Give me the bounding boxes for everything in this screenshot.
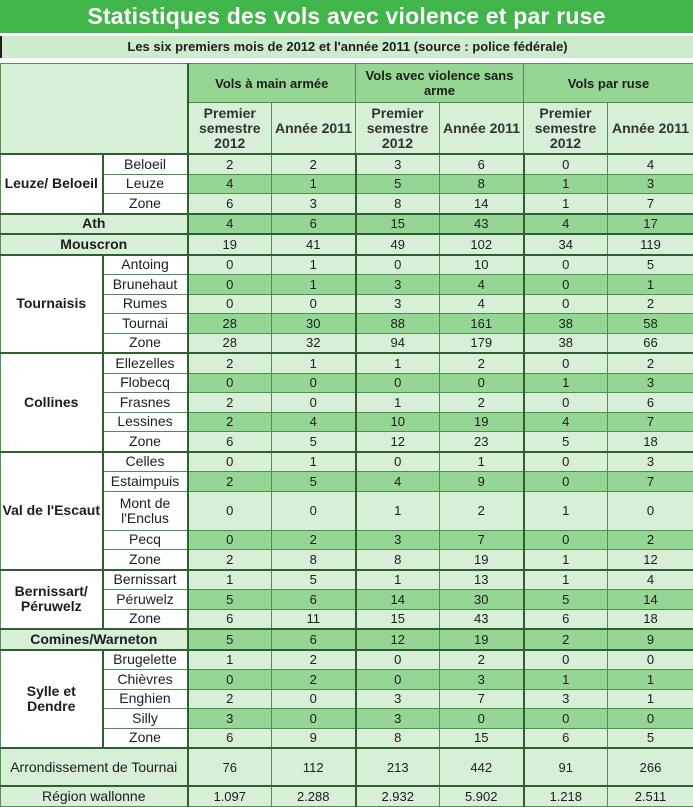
value-cell: 2.932 bbox=[356, 786, 440, 806]
table-row bbox=[1, 294, 693, 314]
value-cell: 5 bbox=[356, 174, 440, 194]
value-cell: 4 bbox=[440, 275, 524, 295]
table-row bbox=[1, 609, 693, 629]
value-cell: 2 bbox=[188, 412, 272, 432]
value-cell: 2 bbox=[608, 294, 693, 314]
value-cell: 5 bbox=[188, 629, 272, 650]
table-row bbox=[1, 550, 693, 570]
value-cell: 30 bbox=[440, 590, 524, 610]
commune-label: Bernissart bbox=[103, 570, 188, 590]
zone-label: Mouscron bbox=[1, 234, 188, 255]
column-subheader: Année 2011 bbox=[440, 103, 524, 155]
commune-label: Celles bbox=[103, 452, 188, 472]
value-cell: 32 bbox=[272, 333, 356, 353]
value-cell: 12 bbox=[356, 629, 440, 650]
value-cell: 8 bbox=[272, 550, 356, 570]
value-cell: 442 bbox=[440, 748, 524, 786]
value-cell: 0 bbox=[524, 255, 608, 275]
value-cell: 1 bbox=[272, 275, 356, 295]
value-cell: 1 bbox=[440, 452, 524, 472]
value-cell: 0 bbox=[188, 294, 272, 314]
value-cell: 91 bbox=[524, 748, 608, 786]
table-row bbox=[1, 491, 693, 530]
value-cell: 9 bbox=[272, 728, 356, 748]
value-cell: 1 bbox=[272, 174, 356, 194]
value-cell: 0 bbox=[272, 294, 356, 314]
value-cell: 6 bbox=[272, 590, 356, 610]
commune-label: Zone bbox=[103, 432, 188, 452]
value-cell: 1.097 bbox=[188, 786, 272, 806]
value-cell: 15 bbox=[356, 609, 440, 629]
value-cell: 28 bbox=[188, 333, 272, 353]
value-cell: 10 bbox=[440, 255, 524, 275]
value-cell: 94 bbox=[356, 333, 440, 353]
zone-label: Comines/Warneton bbox=[1, 629, 188, 650]
value-cell: 0 bbox=[524, 530, 608, 550]
value-cell: 2 bbox=[188, 154, 272, 174]
value-cell: 1 bbox=[356, 491, 440, 530]
value-cell: 0 bbox=[524, 452, 608, 472]
value-cell: 2 bbox=[608, 353, 693, 373]
value-cell: 2 bbox=[440, 650, 524, 670]
table-row bbox=[1, 174, 693, 194]
value-cell: 0 bbox=[440, 373, 524, 393]
value-cell: 3 bbox=[440, 670, 524, 690]
value-cell: 0 bbox=[188, 275, 272, 295]
value-cell: 2.511 bbox=[608, 786, 693, 806]
value-cell: 3 bbox=[608, 373, 693, 393]
value-cell: 0 bbox=[356, 255, 440, 275]
value-cell: 1 bbox=[272, 353, 356, 373]
value-cell: 4 bbox=[524, 214, 608, 235]
commune-label: Flobecq bbox=[103, 373, 188, 393]
value-cell: 8 bbox=[356, 194, 440, 214]
commune-label: Leuze bbox=[103, 174, 188, 194]
commune-label: Zone bbox=[103, 609, 188, 629]
value-cell: 19 bbox=[188, 234, 272, 255]
table-row bbox=[1, 629, 693, 650]
value-cell: 1 bbox=[356, 353, 440, 373]
value-cell: 7 bbox=[608, 194, 693, 214]
commune-label: Brugelette bbox=[103, 650, 188, 670]
value-cell: 2 bbox=[272, 670, 356, 690]
value-cell: 266 bbox=[608, 748, 693, 786]
value-cell: 1 bbox=[524, 491, 608, 530]
value-cell: 3 bbox=[188, 709, 272, 729]
table-row bbox=[1, 689, 693, 709]
table-row bbox=[1, 709, 693, 729]
value-cell: 0 bbox=[524, 275, 608, 295]
value-cell: 161 bbox=[440, 314, 524, 334]
value-cell: 0 bbox=[524, 472, 608, 492]
value-cell: 102 bbox=[440, 234, 524, 255]
value-cell: 6 bbox=[188, 432, 272, 452]
value-cell: 43 bbox=[440, 214, 524, 235]
value-cell: 2 bbox=[188, 550, 272, 570]
value-cell: 14 bbox=[608, 590, 693, 610]
table-row bbox=[1, 748, 693, 786]
value-cell: 0 bbox=[188, 452, 272, 472]
table-row bbox=[1, 353, 693, 373]
value-cell: 2 bbox=[272, 650, 356, 670]
zone-label: Val de l'Escaut bbox=[1, 452, 103, 570]
value-cell: 6 bbox=[188, 194, 272, 214]
value-cell: 5.902 bbox=[440, 786, 524, 806]
value-cell: 3 bbox=[524, 689, 608, 709]
value-cell: 119 bbox=[608, 234, 693, 255]
commune-label: Ellezelles bbox=[103, 353, 188, 373]
table-row bbox=[1, 530, 693, 550]
value-cell: 1 bbox=[524, 194, 608, 214]
column-subheader: Année 2011 bbox=[608, 103, 693, 155]
table-row bbox=[1, 650, 693, 670]
value-cell: 2 bbox=[188, 472, 272, 492]
value-cell: 3 bbox=[356, 294, 440, 314]
value-cell: 0 bbox=[272, 491, 356, 530]
value-cell: 0 bbox=[524, 650, 608, 670]
value-cell: 1 bbox=[356, 570, 440, 590]
value-cell: 8 bbox=[356, 550, 440, 570]
table-row bbox=[1, 314, 693, 334]
statistics-table bbox=[0, 63, 693, 807]
value-cell: 213 bbox=[356, 748, 440, 786]
value-cell: 58 bbox=[608, 314, 693, 334]
value-cell: 0 bbox=[272, 709, 356, 729]
table-body bbox=[1, 154, 693, 806]
value-cell: 2 bbox=[188, 353, 272, 373]
value-cell: 0 bbox=[272, 689, 356, 709]
value-cell: 6 bbox=[440, 154, 524, 174]
value-cell: 12 bbox=[608, 550, 693, 570]
value-cell: 2.288 bbox=[272, 786, 356, 806]
table-row bbox=[1, 670, 693, 690]
value-cell: 8 bbox=[356, 728, 440, 748]
value-cell: 0 bbox=[608, 650, 693, 670]
value-cell: 6 bbox=[524, 728, 608, 748]
value-cell: 4 bbox=[188, 174, 272, 194]
value-cell: 0 bbox=[356, 373, 440, 393]
value-cell: 41 bbox=[272, 234, 356, 255]
value-cell: 1 bbox=[524, 670, 608, 690]
commune-label: Beloeil bbox=[103, 154, 188, 174]
value-cell: 14 bbox=[440, 194, 524, 214]
zone-label: Ath bbox=[1, 214, 188, 235]
value-cell: 17 bbox=[608, 214, 693, 235]
commune-label: Enghien bbox=[103, 689, 188, 709]
value-cell: 0 bbox=[356, 452, 440, 472]
value-cell: 0 bbox=[188, 255, 272, 275]
column-subheader: Année 2011 bbox=[272, 103, 356, 155]
value-cell: 0 bbox=[524, 393, 608, 413]
value-cell: 1 bbox=[524, 373, 608, 393]
value-cell: 43 bbox=[440, 609, 524, 629]
header-corner bbox=[1, 64, 188, 155]
value-cell: 49 bbox=[356, 234, 440, 255]
table-row bbox=[1, 570, 693, 590]
value-cell: 30 bbox=[272, 314, 356, 334]
commune-label: Estaimpuis bbox=[103, 472, 188, 492]
commune-label: Zone bbox=[103, 194, 188, 214]
table-row bbox=[1, 214, 693, 235]
commune-label: Zone bbox=[103, 333, 188, 353]
page-subtitle: Les six premiers mois de 2012 et l'année 2011 (source : police fédérale) bbox=[0, 36, 693, 58]
column-subheader: Premier semestre 2012 bbox=[188, 103, 272, 155]
value-cell: 0 bbox=[188, 530, 272, 550]
value-cell: 1 bbox=[608, 275, 693, 295]
table-row bbox=[1, 432, 693, 452]
value-cell: 5 bbox=[608, 728, 693, 748]
value-cell: 6 bbox=[608, 393, 693, 413]
value-cell: 2 bbox=[272, 154, 356, 174]
value-cell: 9 bbox=[608, 629, 693, 650]
table-row bbox=[1, 412, 693, 432]
table-row bbox=[1, 275, 693, 295]
value-cell: 15 bbox=[356, 214, 440, 235]
value-cell: 179 bbox=[440, 333, 524, 353]
page-title: Statistiques des vols avec violence et par ruse bbox=[0, 0, 693, 33]
zone-label: Bernissart/ Péruwelz bbox=[1, 570, 103, 630]
value-cell: 1 bbox=[608, 689, 693, 709]
value-cell: 9 bbox=[440, 472, 524, 492]
table-row bbox=[1, 234, 693, 255]
value-cell: 11 bbox=[272, 609, 356, 629]
value-cell: 4 bbox=[188, 214, 272, 235]
value-cell: 15 bbox=[440, 728, 524, 748]
value-cell: 28 bbox=[188, 314, 272, 334]
value-cell: 1 bbox=[188, 650, 272, 670]
value-cell: 3 bbox=[356, 709, 440, 729]
value-cell: 13 bbox=[440, 570, 524, 590]
value-cell: 19 bbox=[440, 550, 524, 570]
commune-label: Zone bbox=[103, 550, 188, 570]
value-cell: 6 bbox=[272, 214, 356, 235]
table-row bbox=[1, 452, 693, 472]
value-cell: 3 bbox=[608, 174, 693, 194]
commune-label: Zone bbox=[103, 728, 188, 748]
table-row bbox=[1, 786, 693, 806]
value-cell: 38 bbox=[524, 333, 608, 353]
commune-label: Rumes bbox=[103, 294, 188, 314]
value-cell: 2 bbox=[440, 393, 524, 413]
value-cell: 0 bbox=[188, 373, 272, 393]
commune-label: Pecq bbox=[103, 530, 188, 550]
value-cell: 4 bbox=[272, 412, 356, 432]
value-cell: 0 bbox=[440, 709, 524, 729]
table-row bbox=[1, 590, 693, 610]
commune-label: Antoing bbox=[103, 255, 188, 275]
value-cell: 112 bbox=[272, 748, 356, 786]
value-cell: 66 bbox=[608, 333, 693, 353]
value-cell: 1 bbox=[272, 255, 356, 275]
commune-label: Lessines bbox=[103, 412, 188, 432]
value-cell: 1 bbox=[524, 550, 608, 570]
value-cell: 7 bbox=[608, 412, 693, 432]
value-cell: 4 bbox=[440, 294, 524, 314]
value-cell: 23 bbox=[440, 432, 524, 452]
value-cell: 1 bbox=[524, 174, 608, 194]
value-cell: 10 bbox=[356, 412, 440, 432]
value-cell: 7 bbox=[440, 530, 524, 550]
value-cell: 5 bbox=[272, 570, 356, 590]
value-cell: 2 bbox=[440, 353, 524, 373]
value-cell: 4 bbox=[524, 412, 608, 432]
value-cell: 3 bbox=[608, 452, 693, 472]
column-group-header: Vols avec violence sans arme bbox=[356, 64, 524, 103]
value-cell: 3 bbox=[356, 275, 440, 295]
commune-label: Brunehaut bbox=[103, 275, 188, 295]
value-cell: 3 bbox=[356, 689, 440, 709]
value-cell: 2 bbox=[272, 530, 356, 550]
table-row bbox=[1, 728, 693, 748]
value-cell: 12 bbox=[356, 432, 440, 452]
table-row bbox=[1, 472, 693, 492]
value-cell: 1 bbox=[524, 570, 608, 590]
table-row bbox=[1, 194, 693, 214]
value-cell: 2 bbox=[188, 689, 272, 709]
value-cell: 88 bbox=[356, 314, 440, 334]
commune-label: Péruwelz bbox=[103, 590, 188, 610]
value-cell: 5 bbox=[524, 590, 608, 610]
table-row bbox=[1, 154, 693, 174]
commune-label: Mont de l'Enclus bbox=[103, 491, 188, 530]
value-cell: 1 bbox=[188, 570, 272, 590]
value-cell: 5 bbox=[608, 255, 693, 275]
value-cell: 6 bbox=[524, 609, 608, 629]
value-cell: 6 bbox=[188, 609, 272, 629]
commune-label: Silly bbox=[103, 709, 188, 729]
value-cell: 1 bbox=[608, 670, 693, 690]
zone-label: Tournaisis bbox=[1, 255, 103, 354]
value-cell: 4 bbox=[608, 570, 693, 590]
commune-label: Frasnes bbox=[103, 393, 188, 413]
value-cell: 38 bbox=[524, 314, 608, 334]
value-cell: 6 bbox=[272, 629, 356, 650]
value-cell: 5 bbox=[188, 590, 272, 610]
value-cell: 4 bbox=[356, 472, 440, 492]
value-cell: 7 bbox=[608, 472, 693, 492]
value-cell: 4 bbox=[608, 154, 693, 174]
value-cell: 18 bbox=[608, 609, 693, 629]
value-cell: 0 bbox=[608, 491, 693, 530]
value-cell: 76 bbox=[188, 748, 272, 786]
value-cell: 2 bbox=[440, 491, 524, 530]
column-group-header: Vols par ruse bbox=[524, 64, 693, 103]
value-cell: 0 bbox=[524, 294, 608, 314]
zone-label: Collines bbox=[1, 353, 103, 452]
value-cell: 14 bbox=[356, 590, 440, 610]
value-cell: 0 bbox=[524, 709, 608, 729]
table-row bbox=[1, 333, 693, 353]
value-cell: 19 bbox=[440, 412, 524, 432]
total-label: Région wallonne bbox=[1, 786, 188, 806]
column-group-header: Vols à main armée bbox=[188, 64, 356, 103]
value-cell: 1.218 bbox=[524, 786, 608, 806]
value-cell: 34 bbox=[524, 234, 608, 255]
value-cell: 8 bbox=[440, 174, 524, 194]
value-cell: 19 bbox=[440, 629, 524, 650]
zone-label: Sylle et Dendre bbox=[1, 650, 103, 749]
table-row bbox=[1, 393, 693, 413]
value-cell: 1 bbox=[356, 393, 440, 413]
value-cell: 3 bbox=[356, 154, 440, 174]
value-cell: 0 bbox=[272, 393, 356, 413]
value-cell: 2 bbox=[524, 629, 608, 650]
value-cell: 5 bbox=[524, 432, 608, 452]
zone-label: Leuze/ Beloeil bbox=[1, 154, 103, 214]
table-row bbox=[1, 255, 693, 275]
commune-label: Chièvres bbox=[103, 670, 188, 690]
value-cell: 0 bbox=[356, 650, 440, 670]
value-cell: 6 bbox=[188, 728, 272, 748]
value-cell: 2 bbox=[188, 393, 272, 413]
value-cell: 2 bbox=[608, 530, 693, 550]
value-cell: 5 bbox=[272, 472, 356, 492]
value-cell: 18 bbox=[608, 432, 693, 452]
value-cell: 0 bbox=[272, 373, 356, 393]
value-cell: 1 bbox=[272, 452, 356, 472]
value-cell: 0 bbox=[188, 491, 272, 530]
value-cell: 7 bbox=[440, 689, 524, 709]
commune-label: Tournai bbox=[103, 314, 188, 334]
value-cell: 0 bbox=[608, 709, 693, 729]
value-cell: 5 bbox=[272, 432, 356, 452]
value-cell: 3 bbox=[356, 530, 440, 550]
value-cell: 0 bbox=[524, 353, 608, 373]
table-row bbox=[1, 373, 693, 393]
value-cell: 3 bbox=[272, 194, 356, 214]
value-cell: 0 bbox=[356, 670, 440, 690]
column-subheader: Premier semestre 2012 bbox=[356, 103, 440, 155]
value-cell: 0 bbox=[524, 154, 608, 174]
value-cell: 0 bbox=[188, 670, 272, 690]
column-subheader: Premier semestre 2012 bbox=[524, 103, 608, 155]
total-label: Arrondissement de Tournai bbox=[1, 748, 188, 786]
